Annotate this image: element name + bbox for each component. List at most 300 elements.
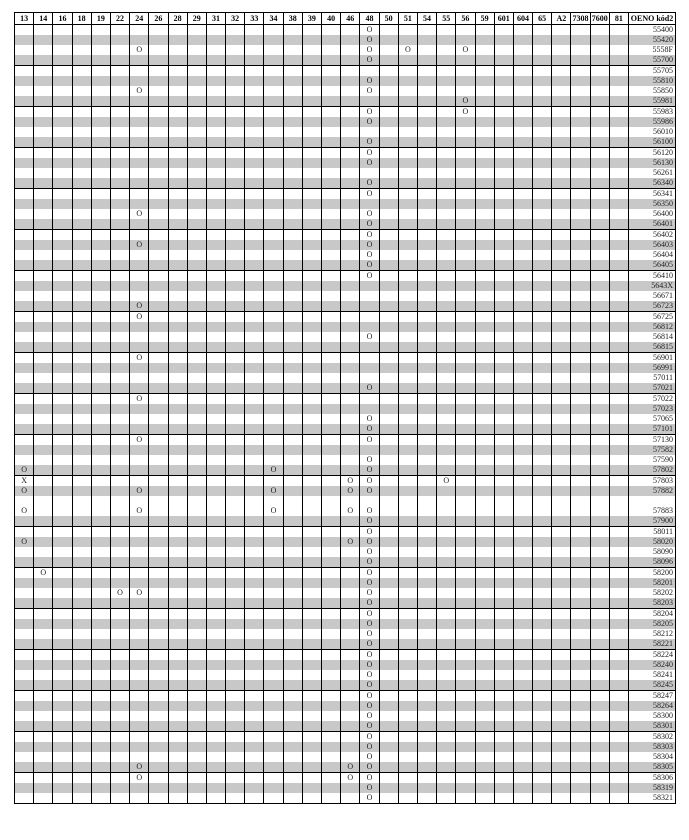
oeno-code-cell: 58200 (629, 568, 676, 579)
table-row (15, 670, 676, 680)
mark-cell-16 (53, 588, 72, 598)
mark-cell-38 (283, 178, 302, 189)
mark-cell-26 (149, 240, 168, 250)
mark-cell-22 (110, 394, 129, 405)
mark-cell-26 (149, 793, 168, 804)
mark-cell-38 (283, 752, 302, 762)
mark-cell-18 (72, 168, 91, 178)
mark-cell-50 (379, 35, 398, 45)
mark-cell-28 (168, 383, 187, 394)
mark-cell-7308 (571, 619, 590, 629)
mark-cell-55 (437, 271, 456, 282)
mark-cell-7600 (590, 527, 609, 538)
oeno-code-cell: 57883 (629, 496, 676, 516)
mark-cell-26 (149, 547, 168, 557)
mark-cell-18 (72, 404, 91, 414)
mark-cell-33 (245, 721, 264, 732)
mark-cell-56 (456, 721, 475, 732)
mark-cell-13 (15, 271, 34, 282)
mark-cell-38 (283, 117, 302, 127)
mark-cell-48: O (360, 783, 379, 793)
oeno-code-cell: 56991 (629, 363, 676, 373)
table-row (15, 557, 676, 568)
mark-cell-54 (417, 137, 436, 148)
mark-cell-14 (34, 588, 53, 598)
mark-cell-56 (456, 127, 475, 137)
mark-cell-16 (53, 301, 72, 312)
mark-cell-39 (302, 394, 321, 405)
mark-cell-22 (110, 178, 129, 189)
mark-cell-38 (283, 291, 302, 301)
mark-cell-65 (533, 629, 552, 639)
mark-cell-604 (513, 281, 532, 291)
mark-cell-81 (609, 168, 628, 178)
mark-cell-31 (206, 773, 225, 784)
mark-cell-81 (609, 711, 628, 721)
mark-cell-18 (72, 178, 91, 189)
mark-cell-7308 (571, 86, 590, 96)
mark-cell-31 (206, 404, 225, 414)
mark-cell-81 (609, 96, 628, 107)
mark-cell-33 (245, 568, 264, 579)
mark-cell-28 (168, 568, 187, 579)
mark-cell-32 (226, 383, 245, 394)
mark-cell-31 (206, 670, 225, 680)
mark-cell-14 (34, 76, 53, 86)
mark-cell-14 (34, 721, 53, 732)
mark-cell-48: O (360, 711, 379, 721)
mark-cell-22 (110, 773, 129, 784)
mark-cell-7308 (571, 250, 590, 260)
mark-cell-34 (264, 66, 283, 77)
mark-cell-65 (533, 250, 552, 260)
mark-cell-19 (91, 711, 110, 721)
mark-cell-31 (206, 762, 225, 773)
mark-cell-56 (456, 701, 475, 711)
mark-cell-81 (609, 568, 628, 579)
mark-cell-22 (110, 281, 129, 291)
mark-cell-22 (110, 476, 129, 487)
mark-cell-40 (322, 281, 341, 291)
mark-cell-31 (206, 158, 225, 168)
mark-cell-29 (187, 455, 206, 465)
mark-cell-29 (187, 516, 206, 527)
mark-cell-50 (379, 66, 398, 77)
mark-cell-29 (187, 547, 206, 557)
table-row (15, 527, 676, 538)
mark-cell-32 (226, 342, 245, 353)
mark-cell-56 (456, 25, 475, 36)
oeno-code-cell: 57900 (629, 516, 676, 527)
mark-cell-32 (226, 107, 245, 118)
mark-cell-7600 (590, 496, 609, 516)
mark-cell-32 (226, 455, 245, 465)
mark-cell-51 (398, 148, 417, 159)
oeno-code-cell: 57021 (629, 383, 676, 394)
mark-cell-39 (302, 486, 321, 496)
mark-cell-51 (398, 598, 417, 609)
oeno-code-cell: 57130 (629, 435, 676, 446)
mark-cell-24 (130, 445, 149, 455)
mark-cell-65 (533, 353, 552, 364)
mark-cell-54 (417, 598, 436, 609)
mark-cell-7308 (571, 537, 590, 547)
mark-cell-26 (149, 455, 168, 465)
mark-cell-26 (149, 435, 168, 446)
mark-cell-601 (494, 158, 513, 168)
table-row (15, 414, 676, 424)
mark-cell-50 (379, 76, 398, 86)
header-col-81: 81 (609, 13, 628, 25)
oeno-code-cell: 58202 (629, 588, 676, 598)
header-oeno-code: OENO kód2 (629, 13, 676, 25)
mark-cell-54 (417, 588, 436, 598)
mark-cell-55 (437, 312, 456, 323)
mark-cell-7308 (571, 148, 590, 159)
mark-cell-28 (168, 650, 187, 661)
header-col-51: 51 (398, 13, 417, 25)
mark-cell-39 (302, 35, 321, 45)
mark-cell-34 (264, 230, 283, 241)
mark-cell-7308 (571, 721, 590, 732)
mark-cell-19 (91, 76, 110, 86)
mark-cell-48: O (360, 680, 379, 691)
mark-cell-55 (437, 353, 456, 364)
mark-cell-13 (15, 260, 34, 271)
oeno-code-cell: 56350 (629, 199, 676, 209)
mark-cell-24 (130, 322, 149, 332)
table-row (15, 178, 676, 189)
mark-cell-46 (341, 660, 360, 670)
mark-cell-54 (417, 168, 436, 178)
mark-cell-38 (283, 281, 302, 291)
mark-cell-54 (417, 476, 436, 487)
mark-cell-13 (15, 353, 34, 364)
mark-cell-50 (379, 537, 398, 547)
mark-cell-32 (226, 260, 245, 271)
mark-cell-40 (322, 578, 341, 588)
mark-cell-19 (91, 670, 110, 680)
mark-cell-7600 (590, 762, 609, 773)
mark-cell-a2 (552, 35, 571, 45)
mark-cell-32 (226, 219, 245, 230)
mark-cell-28 (168, 619, 187, 629)
mark-cell-a2 (552, 783, 571, 793)
mark-cell-50 (379, 383, 398, 394)
mark-cell-601 (494, 342, 513, 353)
mark-cell-604 (513, 260, 532, 271)
mark-cell-50 (379, 639, 398, 650)
table-row (15, 742, 676, 752)
mark-cell-65 (533, 445, 552, 455)
mark-cell-29 (187, 650, 206, 661)
mark-cell-54 (417, 619, 436, 629)
mark-cell-46 (341, 312, 360, 323)
mark-cell-26 (149, 424, 168, 435)
mark-cell-601 (494, 650, 513, 661)
mark-cell-a2 (552, 86, 571, 96)
mark-cell-56 (456, 598, 475, 609)
mark-cell-601 (494, 86, 513, 96)
mark-cell-54 (417, 55, 436, 66)
mark-cell-22 (110, 107, 129, 118)
mark-cell-604 (513, 189, 532, 200)
mark-cell-24 (130, 547, 149, 557)
mark-cell-38 (283, 537, 302, 547)
mark-cell-33 (245, 127, 264, 137)
mark-cell-65 (533, 168, 552, 178)
mark-cell-13 (15, 568, 34, 579)
mark-cell-604 (513, 271, 532, 282)
mark-cell-54 (417, 230, 436, 241)
mark-cell-56 (456, 240, 475, 250)
mark-cell-604 (513, 158, 532, 168)
mark-cell-81 (609, 537, 628, 547)
mark-cell-14 (34, 455, 53, 465)
mark-cell-601 (494, 516, 513, 527)
mark-cell-55 (437, 752, 456, 762)
mark-cell-55 (437, 55, 456, 66)
mark-cell-13 (15, 455, 34, 465)
mark-cell-31 (206, 496, 225, 516)
mark-cell-56 (456, 271, 475, 282)
mark-cell-50 (379, 107, 398, 118)
mark-cell-32 (226, 680, 245, 691)
mark-cell-7308 (571, 127, 590, 137)
mark-cell-28 (168, 107, 187, 118)
mark-cell-34 (264, 322, 283, 332)
mark-cell-a2 (552, 404, 571, 414)
mark-cell-46 (341, 465, 360, 476)
mark-cell-7308 (571, 609, 590, 620)
mark-cell-65 (533, 650, 552, 661)
header-col-14: 14 (34, 13, 53, 25)
mark-cell-46 (341, 455, 360, 465)
mark-cell-29 (187, 353, 206, 364)
mark-cell-32 (226, 76, 245, 86)
mark-cell-22 (110, 383, 129, 394)
mark-cell-26 (149, 25, 168, 36)
mark-cell-56 (456, 588, 475, 598)
mark-cell-59 (475, 45, 494, 55)
mark-cell-59 (475, 762, 494, 773)
mark-cell-22 (110, 301, 129, 312)
mark-cell-54 (417, 394, 436, 405)
mark-cell-16 (53, 117, 72, 127)
mark-cell-28 (168, 301, 187, 312)
mark-cell-7308 (571, 762, 590, 773)
mark-cell-24 (130, 158, 149, 168)
mark-cell-26 (149, 178, 168, 189)
mark-cell-39 (302, 219, 321, 230)
mark-cell-29 (187, 219, 206, 230)
mark-cell-55 (437, 424, 456, 435)
mark-cell-31 (206, 578, 225, 588)
mark-cell-26 (149, 496, 168, 516)
mark-cell-50 (379, 137, 398, 148)
mark-cell-81 (609, 189, 628, 200)
mark-cell-32 (226, 783, 245, 793)
mark-cell-55 (437, 742, 456, 752)
mark-cell-22 (110, 35, 129, 45)
mark-cell-48: O (360, 158, 379, 168)
mark-cell-604 (513, 629, 532, 639)
mark-cell-48 (360, 394, 379, 405)
mark-cell-7600 (590, 445, 609, 455)
mark-cell-26 (149, 76, 168, 86)
mark-cell-16 (53, 260, 72, 271)
mark-cell-54 (417, 332, 436, 342)
mark-cell-38 (283, 394, 302, 405)
mark-cell-22 (110, 414, 129, 424)
table-row (15, 96, 676, 107)
mark-cell-32 (226, 670, 245, 680)
mark-cell-81 (609, 230, 628, 241)
mark-cell-39 (302, 578, 321, 588)
mark-cell-54 (417, 455, 436, 465)
mark-cell-601 (494, 271, 513, 282)
mark-cell-a2 (552, 66, 571, 77)
mark-cell-7600 (590, 598, 609, 609)
mark-cell-48: O (360, 568, 379, 579)
mark-cell-38 (283, 547, 302, 557)
mark-cell-54 (417, 45, 436, 55)
mark-cell-604 (513, 711, 532, 721)
mark-cell-34 (264, 629, 283, 639)
mark-cell-38 (283, 66, 302, 77)
mark-cell-a2 (552, 373, 571, 383)
mark-cell-65 (533, 86, 552, 96)
mark-cell-50 (379, 209, 398, 219)
mark-cell-38 (283, 55, 302, 66)
mark-cell-55 (437, 342, 456, 353)
mark-cell-604 (513, 496, 532, 516)
mark-cell-56 (456, 230, 475, 241)
mark-cell-16 (53, 127, 72, 137)
mark-cell-24 (130, 332, 149, 342)
mark-cell-50 (379, 178, 398, 189)
mark-cell-56: O (456, 96, 475, 107)
mark-cell-7308 (571, 55, 590, 66)
mark-cell-56 (456, 209, 475, 219)
mark-cell-18 (72, 117, 91, 127)
table-row (15, 230, 676, 241)
mark-cell-22 (110, 568, 129, 579)
mark-cell-50 (379, 752, 398, 762)
oeno-code-cell: 58205 (629, 619, 676, 629)
mark-cell-51 (398, 711, 417, 721)
mark-cell-28 (168, 711, 187, 721)
mark-cell-31 (206, 394, 225, 405)
mark-cell-604 (513, 476, 532, 487)
mark-cell-a2 (552, 598, 571, 609)
mark-cell-29 (187, 578, 206, 588)
mark-cell-a2 (552, 353, 571, 364)
mark-cell-54 (417, 670, 436, 680)
mark-cell-40 (322, 527, 341, 538)
mark-cell-22 (110, 404, 129, 414)
mark-cell-59 (475, 55, 494, 66)
mark-cell-39 (302, 537, 321, 547)
mark-cell-51 (398, 353, 417, 364)
mark-cell-34 (264, 35, 283, 45)
mark-cell-28 (168, 680, 187, 691)
mark-cell-39 (302, 414, 321, 424)
mark-cell-81 (609, 363, 628, 373)
table-row (15, 609, 676, 620)
mark-cell-51 (398, 383, 417, 394)
mark-cell-22 (110, 660, 129, 670)
oeno-code-cell: 57011 (629, 373, 676, 383)
mark-cell-81 (609, 516, 628, 527)
mark-cell-40 (322, 660, 341, 670)
mark-cell-7308 (571, 496, 590, 516)
mark-cell-65 (533, 189, 552, 200)
mark-cell-54 (417, 496, 436, 516)
mark-cell-48: O (360, 25, 379, 36)
mark-cell-24 (130, 107, 149, 118)
mark-cell-28 (168, 557, 187, 568)
mark-cell-55 (437, 568, 456, 579)
mark-cell-26 (149, 445, 168, 455)
mark-cell-18 (72, 742, 91, 752)
mark-cell-40 (322, 711, 341, 721)
mark-cell-51 (398, 117, 417, 127)
mark-cell-65 (533, 609, 552, 620)
mark-cell-33 (245, 445, 264, 455)
mark-cell-39 (302, 445, 321, 455)
mark-cell-51 (398, 660, 417, 670)
mark-cell-51 (398, 291, 417, 301)
oeno-code-cell: 55700 (629, 55, 676, 66)
mark-cell-46 (341, 578, 360, 588)
mark-cell-14 (34, 291, 53, 301)
mark-cell-54 (417, 158, 436, 168)
mark-cell-34 (264, 148, 283, 159)
mark-cell-7600 (590, 353, 609, 364)
mark-cell-65 (533, 721, 552, 732)
mark-cell-a2 (552, 578, 571, 588)
mark-cell-29 (187, 240, 206, 250)
mark-cell-19 (91, 660, 110, 670)
mark-cell-28 (168, 127, 187, 137)
mark-cell-33 (245, 557, 264, 568)
mark-cell-22 (110, 250, 129, 260)
mark-cell-59 (475, 773, 494, 784)
mark-cell-55 (437, 598, 456, 609)
mark-cell-59 (475, 250, 494, 260)
mark-cell-13 (15, 158, 34, 168)
mark-cell-29 (187, 281, 206, 291)
mark-cell-a2 (552, 342, 571, 353)
mark-cell-32 (226, 752, 245, 762)
mark-cell-46 (341, 783, 360, 793)
mark-cell-13 (15, 230, 34, 241)
mark-cell-81 (609, 250, 628, 260)
mark-cell-50 (379, 55, 398, 66)
mark-cell-14 (34, 240, 53, 250)
mark-cell-51 (398, 363, 417, 373)
mark-cell-31 (206, 435, 225, 446)
mark-cell-604 (513, 435, 532, 446)
oeno-code-cell: 58241 (629, 670, 676, 680)
mark-cell-33 (245, 578, 264, 588)
mark-cell-26 (149, 322, 168, 332)
mark-cell-604 (513, 137, 532, 148)
mark-cell-65 (533, 55, 552, 66)
mark-cell-14 (34, 158, 53, 168)
mark-cell-38 (283, 455, 302, 465)
